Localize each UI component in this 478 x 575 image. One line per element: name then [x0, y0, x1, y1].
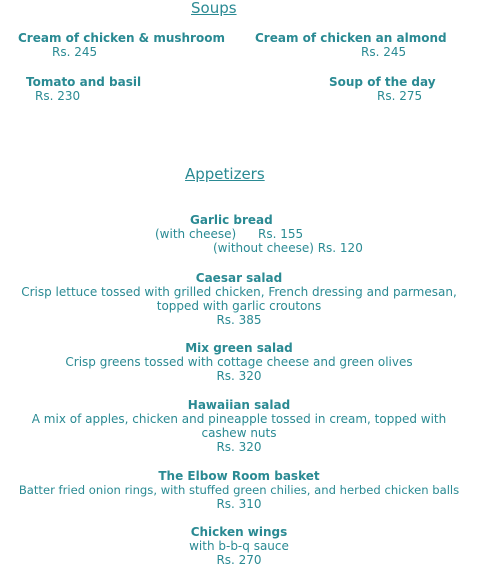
appetizer-price: Rs. 320	[216, 440, 262, 454]
soup-price: Rs. 245	[361, 45, 407, 59]
appetizers-heading: Appetizers	[185, 165, 265, 183]
menu-item-hawaiian-salad	[0, 398, 478, 454]
menu-item-mix-green-salad	[0, 341, 478, 383]
appetizer-option: (without cheese) Rs. 120	[213, 241, 363, 255]
soup-name: Tomato and basil	[26, 75, 142, 89]
soup-name: Cream of chicken an almond	[255, 31, 447, 45]
appetizer-description: Crisp lettuce tossed with grilled chicken, French dressing and parmesan, topped with garlic croutons	[21, 285, 457, 313]
appetizer-name: Mix green salad	[185, 341, 293, 355]
soup-price: Rs. 275	[377, 89, 423, 103]
appetizer-price: Rs. 320	[216, 369, 262, 383]
appetizer-price: Rs. 310	[216, 497, 262, 511]
soup-price: Rs. 245	[52, 45, 98, 59]
appetizer-name: Hawaiian salad	[187, 398, 291, 412]
appetizer-description: Batter fried onion rings, with stuffed green chilies, and herbed chicken balls	[18, 483, 460, 497]
appetizer-name: Chicken wings	[190, 525, 288, 539]
appetizer-description: with b-b-q sauce	[189, 539, 289, 553]
soup-price: Rs. 230	[35, 89, 81, 103]
appetizer-name: Caesar salad	[195, 271, 283, 285]
appetizer-price: Rs. 270	[216, 553, 262, 567]
appetizer-price: Rs. 155	[258, 227, 304, 241]
soups-heading: Soups	[191, 0, 237, 17]
menu-item-caesar-salad	[0, 271, 478, 327]
appetizer-option: (with cheese)	[155, 227, 237, 241]
appetizer-name: Garlic bread	[190, 213, 273, 227]
soup-name: Soup of the day	[329, 75, 436, 89]
appetizer-description: A mix of apples, chicken and pineapple tossed in cream, topped with cashew nuts	[31, 412, 447, 440]
menu-item-elbow-room-basket	[0, 469, 478, 511]
appetizer-price: Rs. 385	[216, 313, 262, 327]
soup-name: Cream of chicken & mushroom	[18, 31, 225, 45]
appetizer-name: The Elbow Room basket	[158, 469, 320, 483]
menu-item-chicken-wings	[0, 525, 478, 567]
appetizer-description: Crisp greens tossed with cottage cheese and green olives	[65, 355, 413, 369]
